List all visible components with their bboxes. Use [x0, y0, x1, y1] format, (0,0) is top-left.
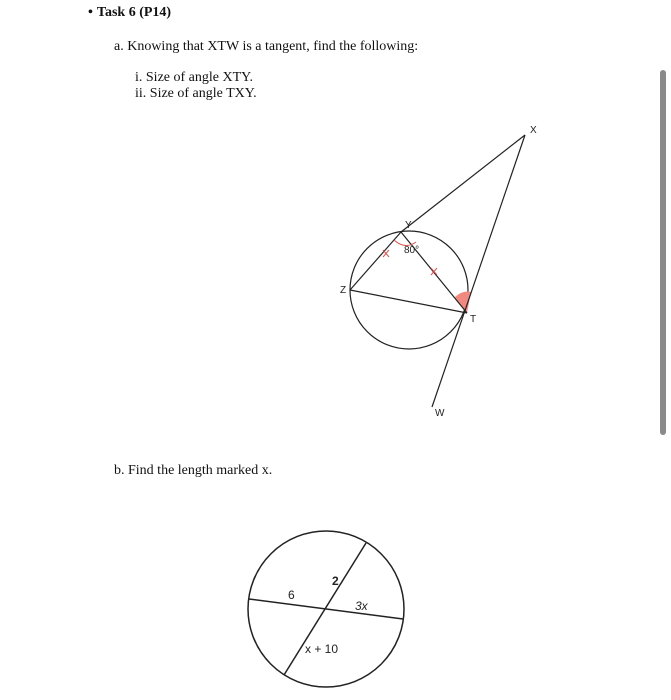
angle-label-80: 80°: [404, 245, 420, 256]
task-title: Task 6 (P14): [96, 5, 172, 20]
tick-mark-yt: [431, 268, 437, 275]
vertical-scrollbar[interactable]: [660, 70, 666, 435]
chord-zt: [350, 290, 467, 313]
part-a-item-1: i. Size of angle XTY.: [135, 70, 253, 85]
label-x: X: [530, 125, 537, 136]
diagram-b: [248, 531, 404, 687]
tangent-line-xtw: [432, 135, 525, 407]
label-x-plus-10: x + 10: [305, 642, 339, 656]
diagram-a: [340, 125, 537, 419]
label-z: Z: [340, 285, 347, 296]
label-six: 6: [288, 588, 295, 602]
part-b-prompt: b. Find the length marked x.: [114, 463, 273, 478]
label-three-x: 3x: [355, 599, 368, 613]
label-two: 2: [332, 574, 339, 588]
label-t: T: [470, 314, 477, 325]
part-a-prompt: a. Knowing that XTW is a tangent, find the following:: [114, 39, 419, 54]
bullet: •: [88, 5, 93, 20]
label-w: W: [435, 408, 445, 419]
chord-horizontal: [249, 599, 403, 619]
label-y: Y: [405, 220, 412, 231]
part-a-item-2: ii. Size of angle TXY.: [135, 86, 257, 101]
shaded-angle-t: [455, 292, 471, 313]
tick-mark-yz: [383, 250, 389, 257]
line-xy: [401, 135, 525, 232]
